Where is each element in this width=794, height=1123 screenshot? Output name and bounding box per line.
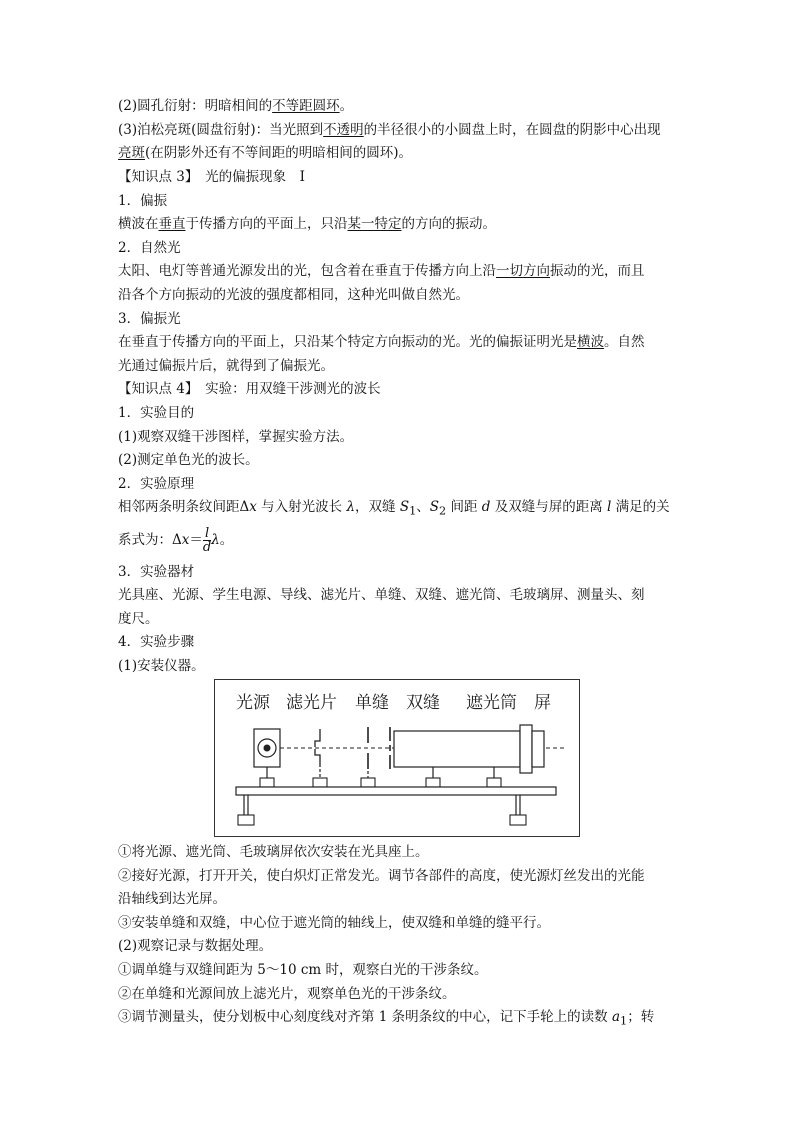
text-line: (2)测定单色光的波长。 [118,452,259,468]
text-line: ①调单缝与双缝间距为 5～10 cm 时，观察白光的干涉条纹。 [118,962,488,978]
text-line: 光通过偏振片后，就得到了偏振光。 [118,358,334,374]
text-line: ②在单缝和光源间放上滤光片，观察单色光的干涉条纹。 [118,986,456,1002]
math-var: d [481,499,491,515]
section-heading-kp3: 【知识点 3】 光的偏振现象 Ⅰ [118,169,305,185]
apparatus-diagram [214,679,580,837]
text-line [118,1008,678,1031]
label-filter: 滤光片 [286,693,337,713]
subheading: 2．实验原理 [118,476,195,492]
subheading: 2．自然光 [118,240,181,256]
text-line: (1)安装仪器。 [118,658,205,674]
fraction-denominator: d [202,540,212,555]
text: 在垂直于传播方向的平面上，只沿某个特定方向振动的光。光的偏振证明光是 [118,334,577,350]
text: 横波在 [118,216,159,232]
text-line [118,262,678,280]
label-double-slit: 双缝 [406,693,440,713]
section-heading-kp4: 【知识点 4】 实验：用双缝干涉测光的波长 [118,381,381,397]
light-tube-icon [394,725,544,773]
fraction-numerator: l [203,527,211,541]
text: 。自然 [604,334,645,350]
underlined-term: 垂直 [158,216,186,232]
math-var: a [611,1009,621,1025]
math-var: S [399,499,410,515]
math-var: λ [346,499,356,515]
text: 间距 [446,499,482,515]
subscript: 1 [620,1014,628,1028]
text: 的半径很小的小圆盘上时，在圆盘的阴影中心出现 [363,122,661,138]
math-var: l [607,499,612,515]
subheading: 3．偏振光 [118,311,181,327]
text: 振动的光，而且 [550,263,645,279]
text-line [118,333,678,351]
text: 满足的关 [611,499,670,515]
text: (在阴影外还有不等间距的明暗相间的圆环)。 [145,145,413,161]
subheading: 1．实验目的 [118,405,195,421]
underlined-term: 不透明 [323,122,364,138]
text: ；转 [627,1009,655,1025]
text-line [118,121,678,139]
text: ，双缝 [355,499,400,515]
math-var: x [181,532,190,548]
label-screen: 屏 [534,693,551,713]
text: ③调节测量头，使分划板中心刻度线对齐第 1 条明条纹的中心，记下手轮上的读数 [118,1009,612,1025]
text: 、 [416,499,430,515]
math-var: S [429,499,439,515]
text-line: (2)观察记录与数据处理。 [118,938,273,954]
subheading: 3．实验器材 [118,564,195,580]
label-light-source: 光源 [236,693,270,713]
text-line: ③安装单缝和双缝，中心位于遮光筒的轴线上，使双缝和单缝的缝平行。 [118,915,550,931]
text: (3)泊松亮斑(圆盘衍射)：当光照到 [118,122,324,138]
text: 太阳、电灯等普通光源发出的光，包含着在垂直于传播方向上沿 [118,263,496,279]
text-line-formula [118,526,678,554]
subheading: 4．实验步骤 [118,634,195,650]
underlined-term: 一切方向 [496,263,550,279]
text: 。 [339,98,354,114]
text-line: ②接好光源，打开开关，使白炽灯正常发光。调节各部件的高度，使光源灯丝发出的光能 [118,868,645,884]
light-source-icon [254,729,280,767]
text-line: 沿轴线到达光屏。 [118,891,226,907]
underlined-term: 亮斑 [118,145,145,161]
math-var: λ [211,532,220,548]
text: 及双缝与屏的距离 [490,499,608,515]
underlined-term: 某一特定 [347,216,402,232]
label-single-slit: 单缝 [355,693,389,713]
text-line [118,144,678,162]
underlined-term: 横波 [577,334,604,350]
subheading: 1．偏振 [118,193,168,209]
text-line [118,97,678,115]
text-line: 度尺。 [118,611,159,627]
text-line [118,498,678,521]
text-line: (1)观察双缝干涉图样，掌握实验方法。 [118,429,354,445]
text: 系式为：Δ [118,532,182,548]
text-line: 沿各个方向振动的光波的强度都相同，这种光叫做自然光。 [118,287,469,303]
subscript: 2 [439,504,447,518]
underlined-term: 不等距圆环 [272,98,340,114]
text-line [118,215,678,233]
text: 相邻两条明条纹间距Δ [118,499,250,515]
subscript: 1 [409,504,417,518]
text: 。 [219,532,234,548]
text: 的方向的振动。 [401,216,496,232]
math-var: x [249,499,257,515]
text: 与入射光波长 [256,499,347,515]
apparatus-diagram-svg [214,679,580,837]
fraction-l-over-d [203,527,211,554]
text: ＝ [189,532,203,548]
text-line: ①将光源、遮光筒、毛玻璃屏依次安装在光具座上。 [118,844,429,860]
text: 于传播方向的平面上，只沿 [185,216,348,232]
label-tube: 遮光筒 [466,693,517,713]
text: (2)圆孔衍射：明暗相间的 [118,98,273,114]
text-line: 光具座、光源、学生电源、导线、滤光片、单缝、双缝、遮光筒、毛玻璃屏、测量头、刻 [118,587,645,603]
